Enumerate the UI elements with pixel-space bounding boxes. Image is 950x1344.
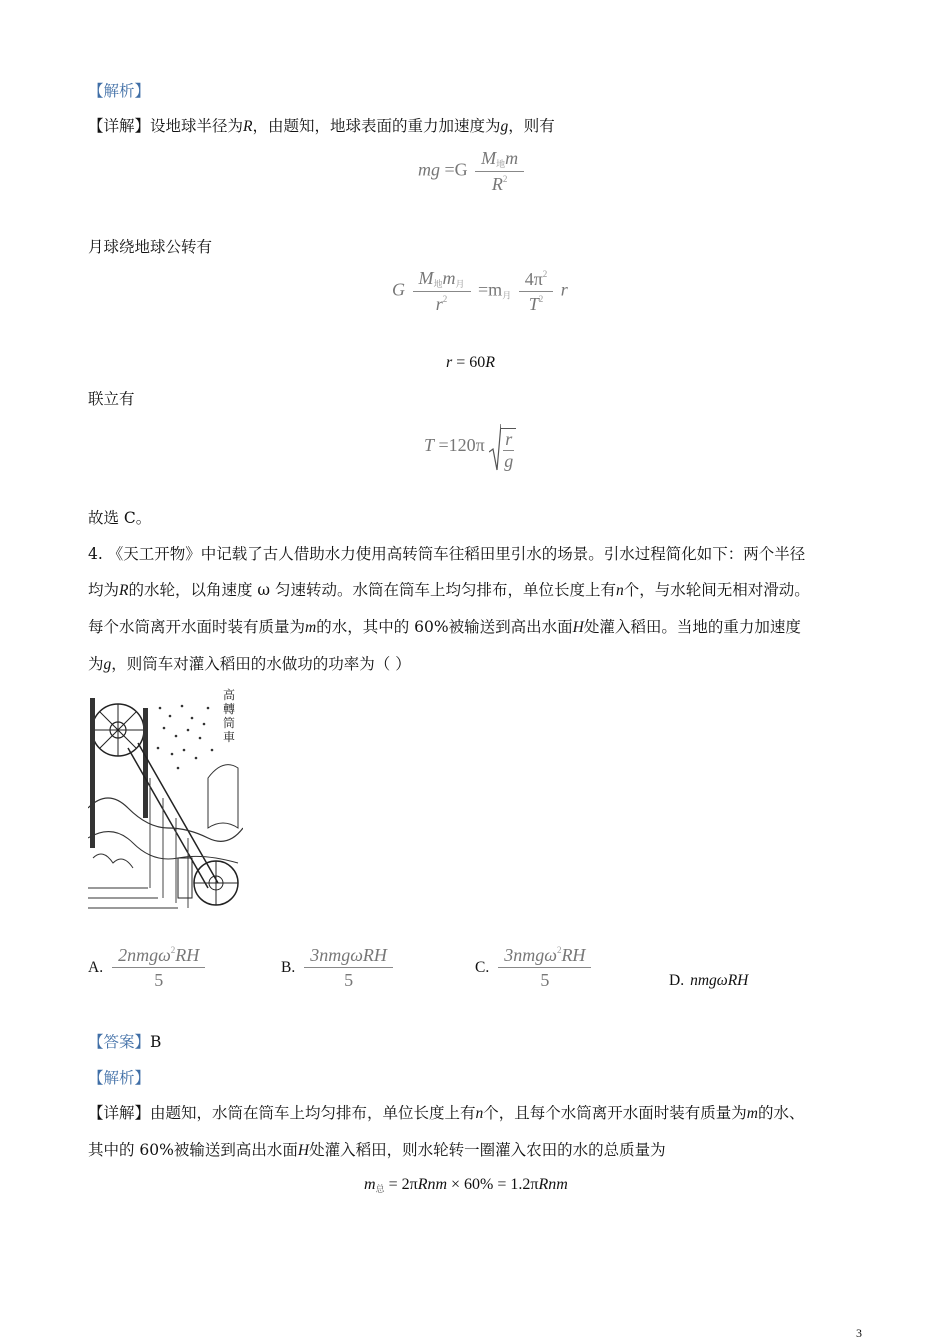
formula-moon-orbit: G $\frac{M_地m_月}{r^2}$ $=m_月$ $\frac{4\pi^2}{T^2}$ r <box>392 268 568 314</box>
option-c[interactable]: C. $\frac{3nmg\omega^2RH}{5}$ <box>475 945 594 991</box>
option-b[interactable]: B. $\frac{\text{3nmgωRH}}{5}$ <box>281 945 396 991</box>
page-number: 3 <box>856 1326 862 1340</box>
question-4-line-2: 均为R的水轮，以角速度 ω 匀速转动。水筒在筒车上均匀排布，单位长度上有n个，与水轮间无相对滑动。 <box>88 581 810 599</box>
question-4-line-4: 为g，则筒车对灌入稻田的水做功的功率为（ ） <box>88 655 411 673</box>
choose-answer-text: 故选 C。 <box>88 509 152 527</box>
waterwheel-drawing <box>88 688 243 918</box>
answer-line: 【答案】B <box>88 1033 162 1051</box>
fraction: $\frac{M_地m}{R^2}$ <box>475 148 524 195</box>
question-4-line-3: 每个水筒离开水面时装有质量为m的水，其中的 60%被输送到高出水面H处灌入稻田。当地的重力加速度 <box>88 618 801 636</box>
analysis-heading-2: 【解析】 <box>88 1069 151 1087</box>
formula-total-mass: m总 = 2πRnm × 60% = 1.2πRnm <box>364 1176 568 1194</box>
option-d[interactable]: D. nmgωRH <box>669 972 749 989</box>
sqrt-sign: r g <box>489 422 516 472</box>
formula-period: T =120π r g <box>424 422 516 472</box>
detail-paragraph-1: 【详解】设地球半径为R，由题知，地球表面的重力加速度为g，则有 <box>88 117 555 135</box>
moon-orbit-text: 月球绕地球公转有 <box>88 238 213 256</box>
formula-gravity: mg =G $\frac{M_地m}{R^2}$ <box>418 148 527 195</box>
analysis-heading: 【解析】 <box>88 82 151 100</box>
waterwheel-illustration <box>88 688 243 918</box>
detail-paragraph-2-line-1: 【详解】由题知，水筒在筒车上均匀排布，单位长度上有n个，且每个水筒离开水面时装有质量为m的水、 <box>88 1104 805 1122</box>
detail-bracket: 【详解】 <box>88 117 151 135</box>
illustration-caption: 高 轉 筒 車 <box>223 688 236 744</box>
combine-text: 联立有 <box>88 390 135 408</box>
question-4-line-1: 4. 《天工开物》中记载了古人借助水力使用高转筒车往稻田里引水的场景。引水过程简化如下：两个半径 <box>88 545 806 563</box>
detail-paragraph-2-line-2: 其中的 60%被输送到高出水面H处灌入稻田，则水轮转一圈灌入农田的水的总质量为 <box>88 1141 666 1159</box>
option-a[interactable]: A. $\frac{2nmg\omega^2RH}{5}$ <box>88 945 208 991</box>
formula-radius: r = 60R <box>446 354 496 371</box>
